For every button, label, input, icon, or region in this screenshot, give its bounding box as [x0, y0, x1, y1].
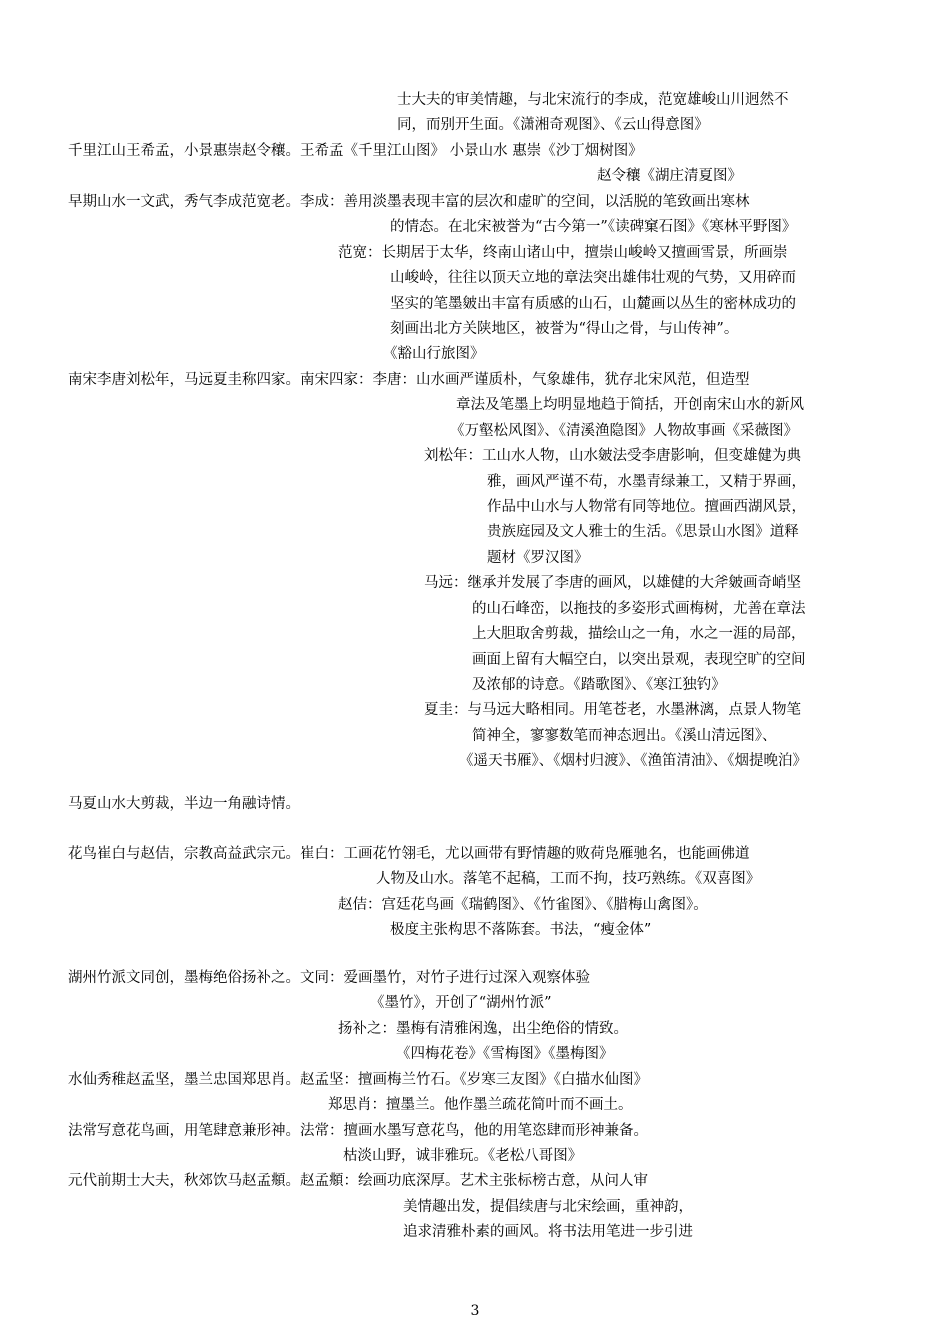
- text-line: 雅，画风严谨不苟，水墨青绿兼工，又精于界画，: [487, 474, 806, 490]
- text-line: 美情趣出发，提倡续唐与北宋绘画，重神韵，: [403, 1199, 693, 1215]
- text-line: 法常写意花鸟画，用笔肆意兼形神。法常：擅画水墨写意花鸟，他的用笔恣肆而形神兼备。: [68, 1123, 648, 1139]
- text-line: 花鸟崔白与赵佶，宗教高益武宗元。崔白：工画花竹翎毛，尤以画带有野情趣的败荷凫雁驰名，也能画佛道: [68, 846, 750, 862]
- text-line: 人物及山水。落笔不起稿，工而不拘，技巧熟练。《双喜图》: [376, 871, 761, 887]
- text-line: 山峻岭，往往以顶天立地的章法突出雄伟壮观的气势，又用碎而: [390, 270, 796, 286]
- text-line: 湖州竹派文同创，墨梅绝俗扬补之。文同：爱画墨竹，对竹子进行过深入观察体验: [68, 970, 590, 986]
- text-line: 及浓郁的诗意。《踏歌图》、《寒江独钓》: [472, 677, 726, 693]
- text-line: 坚实的笔墨皴出丰富有质感的山石，山麓画以丛生的密林成功的: [390, 296, 796, 312]
- text-line: 极度主张构思不落陈套。书法，“瘦金体”: [390, 922, 652, 938]
- page-number: 3: [470, 1303, 480, 1319]
- text-line: 元代前期士大夫，秋郊饮马赵孟頫。赵孟頫：绘画功底深厚。艺术主张标榜古意，从问人审: [68, 1173, 648, 1189]
- text-line: 马远：继承并发展了李唐的画风，以雄健的大斧皴画奇峭坚: [424, 575, 801, 591]
- text-line: 郑思肖：擅墨兰。他作墨兰疏花简叶而不画土。: [328, 1097, 633, 1113]
- text-line: 《遥天书雁》、《烟村归渡》、《渔笛清油》、《烟提晚泊》: [459, 753, 807, 769]
- text-line: 的情态。在北宋被誉为“古今第一”《读碑窠石图》《寒林平野图》: [390, 219, 797, 235]
- text-line: 上大胆取舍剪裁，描绘山之一角，水之一涯的局部，: [472, 626, 806, 642]
- text-line: 早期山水一文武，秀气李成范宽老。李成：善用淡墨表现丰富的层次和虚旷的空间，以活脱的笔致画出寒林: [68, 194, 750, 210]
- text-line: 范宽：长期居于太华，终南山诸山中，擅崇山峻岭又擅画雪景，所画崇: [338, 245, 788, 261]
- text-line: 追求清雅朴素的画风。将书法用笔进一步引进: [403, 1224, 693, 1240]
- text-line: 的山石峰峦，以拖技的多姿形式画梅树，尤善在章法: [472, 601, 806, 617]
- text-line: 南宋李唐刘松年，马远夏圭称四家。南宋四家：李唐：山水画严谨质朴，气象雄伟，犹存北宋风范，但造型: [68, 372, 750, 388]
- text-line: 夏圭：与马远大略相同。用笔苍老，水墨淋漓，点景人物笔: [424, 702, 801, 718]
- text-line: 马夏山水大剪裁，半边一角融诗情。: [68, 796, 300, 812]
- text-line: 题材《罗汉图》: [487, 550, 589, 566]
- text-line: 赵令穰《湖庄清夏图》: [597, 168, 742, 184]
- text-line: 同，而别开生面。《潇湘奇观图》、《云山得意图》: [397, 117, 709, 133]
- text-line: 水仙秀稚赵孟坚，墨兰忠国郑思肖。赵孟坚：擅画梅兰竹石。《岁寒三友图》《白描水仙图》: [68, 1072, 648, 1088]
- text-line: 《四梅花卷》《雪梅图》《墨梅图》: [396, 1046, 614, 1062]
- text-line: 千里江山王希孟，小景惠崇赵令穰。王希孟《千里江山图》 小景山水 惠崇《沙丁烟树图》: [68, 143, 643, 159]
- text-line: 画面上留有大幅空白，以突出景观，表现空旷的空间: [472, 652, 806, 668]
- text-line: 刘松年：工山水人物，山水皴法受李唐影响，但变雄健为典: [424, 448, 801, 464]
- text-line: 贵族庭园及文人雅士的生活。《思景山水图》道释: [487, 524, 799, 540]
- text-line: 章法及笔墨上均明显地趋于简括，开创南宋山水的新风: [456, 397, 804, 413]
- text-line: 作品中山水与人物常有同等地位。擅画西湖风景，: [487, 499, 806, 515]
- text-line: 赵佶：宫廷花鸟画《瑞鹤图》、《竹雀图》、《腊梅山禽图》。: [338, 897, 708, 913]
- text-line: 扬补之：墨梅有清雅闲逸，出尘绝俗的情致。: [338, 1021, 628, 1037]
- text-line: 《豁山行旅图》: [383, 346, 485, 362]
- text-line: 《墨竹》，开创了“湖州竹派”: [370, 995, 552, 1011]
- text-line: 简神全，寥寥数笔而神态迥出。《溪山清远图》、: [472, 728, 777, 744]
- text-line: 士大夫的审美情趣，与北宋流行的李成，范宽雄峻山川迥然不: [397, 92, 789, 108]
- text-line: 刻画出北方关陕地区，被誉为“得山之骨，与山传神”。: [390, 321, 739, 337]
- text-line: 《万壑松风图》、《清溪渔隐图》人物故事画《采薇图》: [450, 423, 798, 439]
- text-line: 枯淡山野，诚非雅玩。《老松八哥图》: [343, 1148, 583, 1164]
